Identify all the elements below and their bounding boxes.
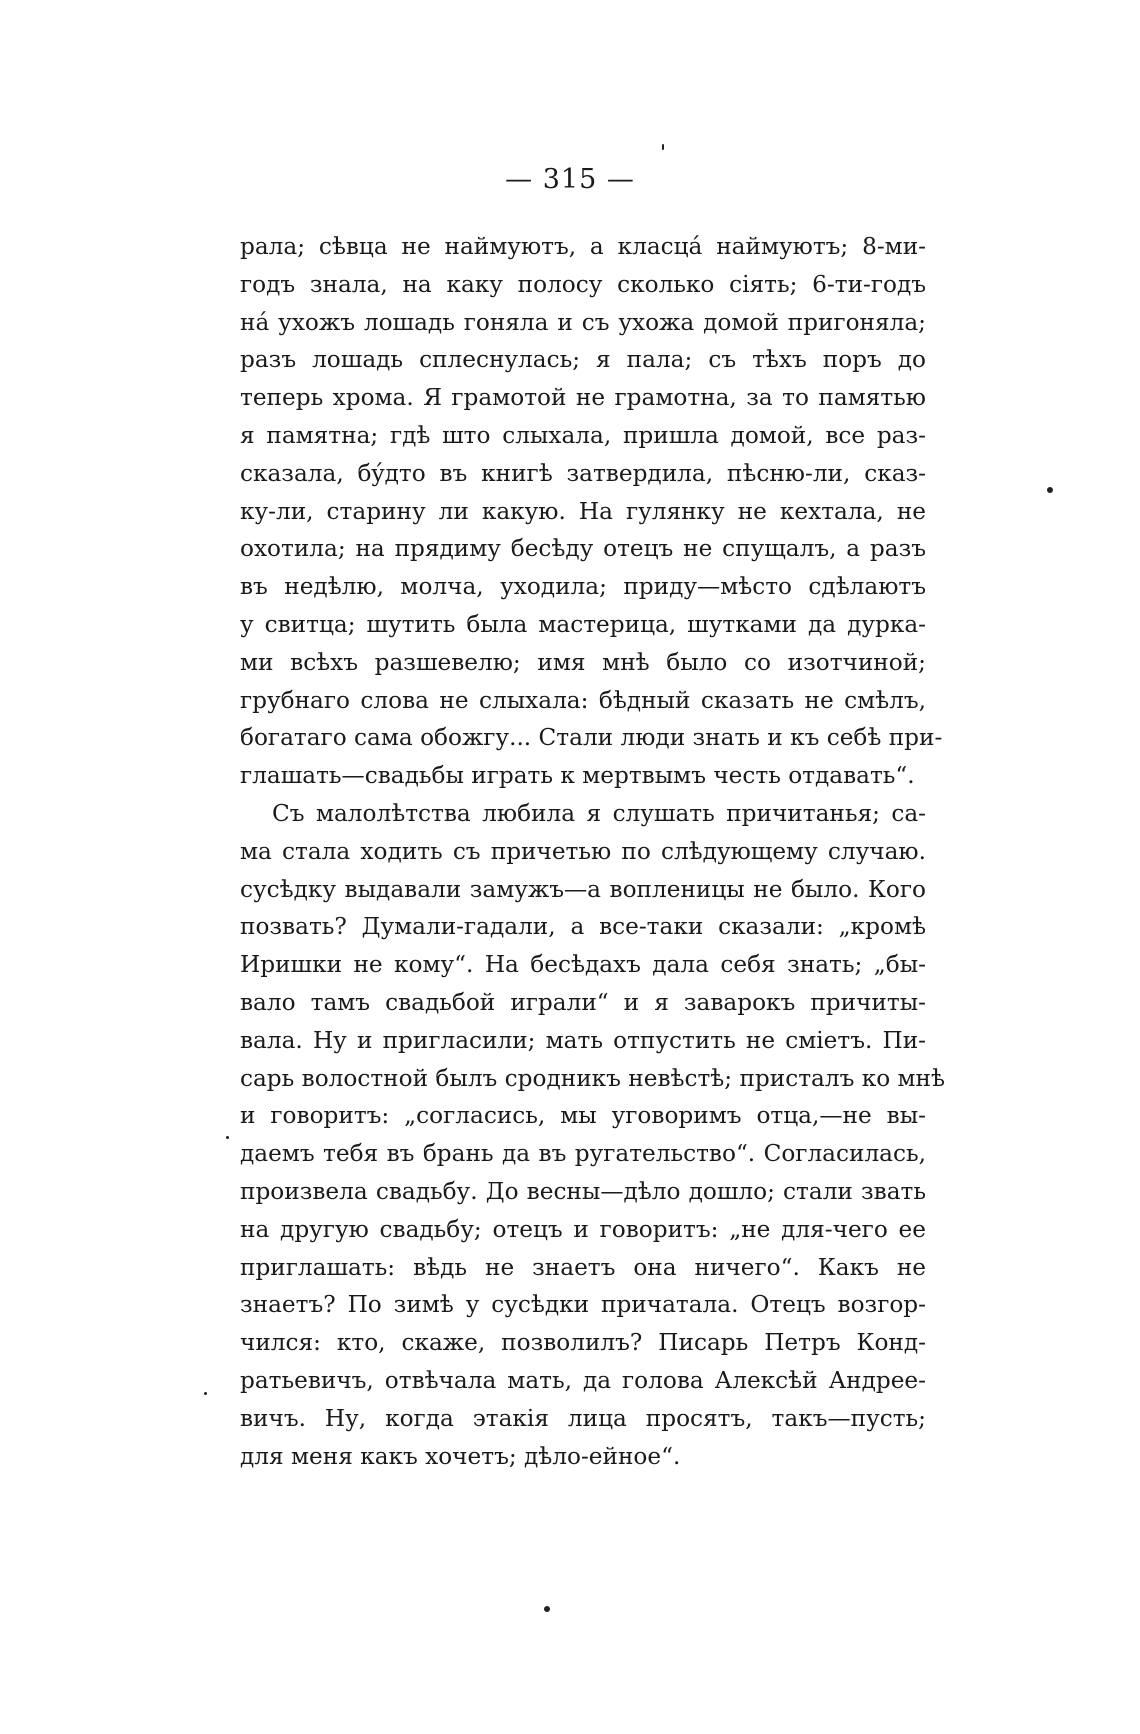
- text-line: у свитца; шутить была мастерица, шутками да дурка-: [240, 610, 926, 638]
- text-line: теперь хрома. Я грамотой не грамотна, за то памятью: [240, 384, 926, 412]
- text-line: вала. Ну и пригласили; мать отпустить не смiетъ. Пи-: [240, 1026, 926, 1054]
- body-text: [240, 228, 945, 1475]
- text-line: на другую свадьбу; отецъ и говоритъ: „не для-чего ее: [240, 1215, 926, 1243]
- scan-speck: [662, 144, 664, 150]
- text-line: я памятна; гдѣ што слыхала, пришла домой, все раз-: [240, 421, 926, 449]
- text-line: произвела свадьбу. До весны—дѣло дошло; стали звать: [240, 1177, 926, 1205]
- text-line: глашать—свадьбы играть к мертвымъ честь отдавать“.: [240, 762, 915, 790]
- text-line: разъ лошадь сплеснулась; я пала; съ тѣхъ поръ до: [240, 346, 926, 374]
- page-number: — 315 —: [505, 164, 635, 195]
- text-line: Иришки не кому“. На бесѣдахъ дала себя знать; „бы-: [240, 951, 926, 979]
- text-line: сарь волостной былъ сродникъ невѣстѣ; присталъ ко мнѣ: [240, 1064, 945, 1092]
- text-line: позвать? Думали-гадали, а все-таки сказали: „кромѣ: [240, 913, 926, 941]
- text-line: охотила; на прядиму бесѣду отецъ не спущалъ, а разъ: [240, 535, 926, 563]
- text-line: ку-ли, старину ли какую. На гулянку не кехтала, не: [240, 497, 926, 525]
- text-line: ма стала ходить съ причетью по слѣдующему случаю.: [240, 837, 926, 865]
- text-line: чился: кто, скаже, позволилъ? Писарь Петръ Конд-: [240, 1329, 926, 1357]
- text-line: Съ малолѣтства любила я слушать причитанья; са-: [272, 799, 926, 827]
- text-line: богатаго сама обожгу... Стали люди знать и къ себѣ при-: [240, 724, 943, 752]
- text-line: приглашать: вѣдь не знаетъ она ничего“. Какъ не: [240, 1253, 926, 1281]
- scan-speck: [544, 1606, 550, 1612]
- text-line: сусѣдку выдавали замужъ—а вопленицы не было. Кого: [240, 875, 926, 903]
- scan-speck: [204, 1392, 207, 1395]
- text-line: грубнаго слова не слыхала: бѣдный сказать не смѣлъ,: [240, 686, 926, 714]
- text-line: на́ ухожъ лошадь гоняла и съ ухожа домой пригоняла;: [240, 308, 926, 336]
- text-line: годъ знала, на каку полосу сколько сiять; 6-ти-годъ: [240, 270, 926, 298]
- text-line: ратьевичъ, отвѣчала мать, да голова Алексѣй Андрее-: [240, 1366, 926, 1394]
- text-line: сказала, бýдто въ книгѣ затвердила, пѣсню-ли, сказ-: [240, 459, 926, 487]
- text-line: вичъ. Ну, когда этакiя лица просятъ, такъ—пусть;: [240, 1404, 926, 1432]
- text-line: вало тамъ свадьбой играли“ и я заварокъ причиты-: [240, 988, 926, 1016]
- text-line: даемъ тебя въ брань да въ ругательство“. Согласилась,: [240, 1140, 926, 1168]
- scan-speck: [226, 1136, 229, 1139]
- text-line: ми всѣхъ разшевелю; имя мнѣ было со изотчиной;: [240, 648, 926, 676]
- text-line: рала; сѣвца не наймуютъ, а класца́ наймуютъ; 8-ми-: [240, 233, 926, 260]
- scan-speck: [1047, 487, 1053, 493]
- text-line: для меня какъ хочетъ; дѣло-ейное“.: [240, 1442, 681, 1470]
- text-line: и говоритъ: „согласись, мы уговоримъ отца,—не вы-: [240, 1102, 926, 1130]
- text-line: знаетъ? По зимѣ у сусѣдки причатала. Отецъ возгор-: [240, 1291, 926, 1319]
- text-line: въ недѣлю, молча, уходила; приду—мѣсто сдѣлаютъ: [240, 573, 926, 601]
